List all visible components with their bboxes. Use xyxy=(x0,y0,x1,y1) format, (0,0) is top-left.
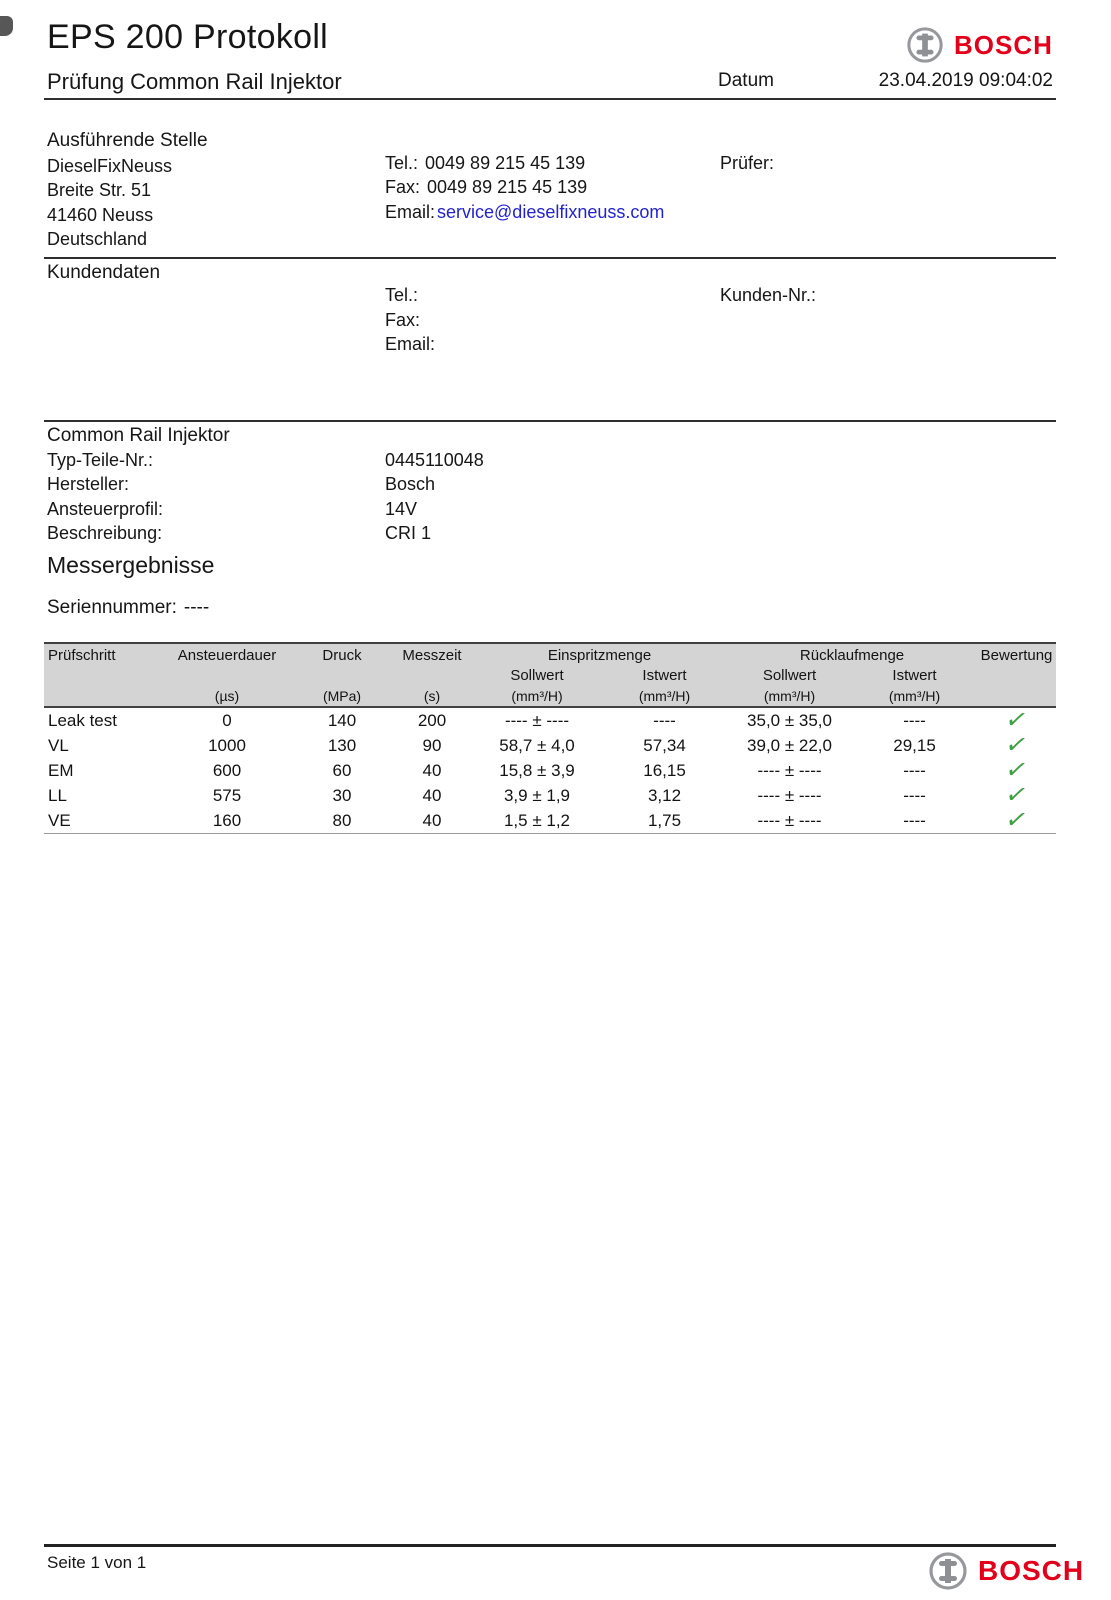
cell-druck: 60 xyxy=(332,760,352,780)
office-tel-row xyxy=(385,153,585,174)
injector-profile-value: 14V xyxy=(385,499,418,519)
customer-fax-label: Fax: xyxy=(385,310,421,330)
cell-step: EM xyxy=(48,760,74,780)
serial-row xyxy=(47,597,209,619)
section-heading-customer: Kundendaten xyxy=(47,262,161,283)
office-country: Deutschland xyxy=(47,229,148,249)
cell-druck: 130 xyxy=(327,735,357,755)
cell-ansteuerdauer: 160 xyxy=(212,810,242,830)
office-email-label: Email: xyxy=(385,202,436,222)
cell-messzeit: 200 xyxy=(417,710,447,730)
page-subtitle: Prüfung Common Rail Injektor xyxy=(47,69,342,94)
unit-ruecklauf-sollwert: (mm³/H) xyxy=(727,684,852,707)
injector-profile-label: Ansteuerprofil: xyxy=(47,499,164,519)
cell-messzeit: 40 xyxy=(422,810,442,830)
cell-step: LL xyxy=(48,785,67,805)
table-row xyxy=(44,707,1056,733)
unit-messzeit: (s) xyxy=(392,684,472,707)
unit-ansteuerdauer: (µs) xyxy=(162,684,292,707)
office-email-row xyxy=(385,202,664,223)
cell-ruecklauf-istwert: ---- xyxy=(903,760,926,780)
table-header-group-row xyxy=(44,643,1056,664)
customer-tel-label: Tel.: xyxy=(385,285,419,305)
header-rule xyxy=(44,98,1056,100)
office-tel-value: 0049 89 215 45 139 xyxy=(425,153,586,173)
cell-einspritz-istwert: 1,75 xyxy=(647,810,682,830)
col-header-ansteuerdauer: Ansteuerdauer xyxy=(162,643,292,664)
injector-section-rule xyxy=(44,420,1056,422)
table-units-row xyxy=(44,684,1056,707)
cell-ruecklauf-sollwert: ---- ± ---- xyxy=(757,760,822,780)
cell-ruecklauf-istwert: ---- xyxy=(903,785,926,805)
results-table xyxy=(44,642,1056,834)
cell-bewertung xyxy=(977,755,1056,785)
cell-druck: 30 xyxy=(332,785,352,805)
cell-bewertung xyxy=(977,780,1056,810)
cell-bewertung xyxy=(977,707,1056,733)
cell-step: Leak test xyxy=(48,710,117,730)
cell-step: VE xyxy=(48,810,71,830)
cell-einspritz-sollwert: 15,8 ± 3,9 xyxy=(499,760,575,780)
customer-email-label: Email: xyxy=(385,334,436,354)
injector-manufacturer-label: Hersteller: xyxy=(47,474,130,494)
col-header-messzeit: Messzeit xyxy=(392,643,472,664)
cell-ruecklauf-istwert: 29,15 xyxy=(893,735,936,755)
cell-einspritz-istwert: 3,12 xyxy=(647,785,682,805)
cell-ruecklauf-istwert: ---- xyxy=(903,810,926,830)
col-subheader-ruecklauf-sollwert: Sollwert xyxy=(762,667,817,684)
table-row xyxy=(44,758,1056,783)
date-value: 23.04.2019 09:04:02 xyxy=(878,70,1053,91)
unit-ruecklauf-istwert: (mm³/H) xyxy=(852,684,977,707)
bosch-armature-icon xyxy=(906,26,944,64)
col-subheader-einspritz-istwert: Istwert xyxy=(642,667,687,684)
bosch-logo-header xyxy=(906,26,1053,64)
customer-number-label: Kunden-Nr.: xyxy=(720,285,817,305)
table-header-sub-row xyxy=(44,664,1056,684)
col-header-einspritzmenge: Einspritzmenge xyxy=(472,643,727,664)
office-city: 41460 Neuss xyxy=(47,205,154,225)
cell-ansteuerdauer: 575 xyxy=(212,785,242,805)
office-street: Breite Str. 51 xyxy=(47,180,152,200)
office-email-link[interactable]: service@dieselfixneuss.com xyxy=(437,202,665,222)
col-header-step: Prüfschritt xyxy=(44,643,162,664)
customer-section-rule xyxy=(44,257,1056,259)
footer-rule xyxy=(44,1544,1056,1547)
cell-einspritz-istwert: 57,34 xyxy=(643,735,686,755)
cell-druck: 140 xyxy=(327,710,357,730)
cell-druck: 80 xyxy=(332,810,352,830)
pruefer-label: Prüfer: xyxy=(720,153,775,173)
col-header-druck: Druck xyxy=(292,643,392,664)
unit-druck: (MPa) xyxy=(292,684,392,707)
cell-messzeit: 90 xyxy=(422,735,442,755)
bosch-wordmark: BOSCH xyxy=(954,29,1053,60)
section-heading-executing-office: Ausführende Stelle xyxy=(47,130,208,151)
cell-ruecklauf-sollwert: 39,0 ± 22,0 xyxy=(747,735,832,755)
cell-ansteuerdauer: 600 xyxy=(212,760,242,780)
check-icon: ✓ xyxy=(1002,755,1031,785)
scan-artifact xyxy=(0,16,13,36)
cell-einspritz-sollwert: 3,9 ± 1,9 xyxy=(503,785,571,805)
office-name: DieselFixNeuss xyxy=(47,156,173,176)
bosch-logo-footer xyxy=(928,1551,1084,1591)
table-row xyxy=(44,733,1056,758)
cell-ruecklauf-sollwert: ---- ± ---- xyxy=(757,810,822,830)
cell-ruecklauf-istwert: ---- xyxy=(903,710,926,730)
cell-einspritz-sollwert: 1,5 ± 1,2 xyxy=(503,810,571,830)
office-tel-label: Tel.: xyxy=(385,153,419,173)
cell-ansteuerdauer: 1000 xyxy=(208,735,246,755)
section-heading-injector: Common Rail Injektor xyxy=(47,425,230,446)
bosch-armature-icon xyxy=(928,1551,968,1591)
injector-part-label: Typ-Teile-Nr.: xyxy=(47,450,154,470)
check-icon: ✓ xyxy=(1002,780,1031,810)
page-title: EPS 200 Protokoll xyxy=(47,18,329,56)
cell-ruecklauf-sollwert: 35,0 ± 35,0 xyxy=(747,710,832,730)
col-subheader-einspritz-sollwert: Sollwert xyxy=(510,667,564,684)
table-row xyxy=(44,783,1056,808)
table-row xyxy=(44,808,1056,834)
col-header-bewertung: Bewertung xyxy=(977,643,1056,664)
office-fax-row xyxy=(385,177,587,198)
cell-einspritz-istwert: 16,15 xyxy=(643,760,686,780)
check-icon: ✓ xyxy=(1002,805,1031,835)
cell-messzeit: 40 xyxy=(422,760,442,780)
serial-value: ---- xyxy=(183,597,210,618)
serial-label: Seriennummer: xyxy=(47,597,177,618)
results-heading: Messergebnisse xyxy=(47,552,215,578)
cell-einspritz-sollwert: ---- ± ---- xyxy=(504,710,570,730)
cell-bewertung xyxy=(977,805,1056,835)
cell-bewertung xyxy=(977,730,1056,760)
unit-einspritz-sollwert: (mm³/H) xyxy=(472,684,602,707)
injector-manufacturer-value: Bosch xyxy=(385,474,436,494)
office-fax-label: Fax: xyxy=(385,177,421,197)
bosch-wordmark: BOSCH xyxy=(978,1555,1085,1586)
injector-description-label: Beschreibung: xyxy=(47,523,163,543)
cell-ruecklauf-sollwert: ---- ± ---- xyxy=(757,785,822,805)
date-label: Datum xyxy=(718,70,774,91)
col-subheader-ruecklauf-istwert: Istwert xyxy=(892,667,937,684)
cell-einspritz-istwert: ---- xyxy=(653,710,676,730)
cell-messzeit: 40 xyxy=(422,785,442,805)
check-icon: ✓ xyxy=(1002,730,1031,760)
footer-page-label: Seite 1 von 1 xyxy=(47,1553,147,1572)
cell-einspritz-sollwert: 58,7 ± 4,0 xyxy=(499,735,575,755)
unit-einspritz-istwert: (mm³/H) xyxy=(602,684,727,707)
office-fax-value: 0049 89 215 45 139 xyxy=(427,177,588,197)
cell-ansteuerdauer: 0 xyxy=(222,710,232,730)
cell-step: VL xyxy=(48,735,69,755)
injector-description-value: CRI 1 xyxy=(385,523,432,543)
injector-part-value: 0445110048 xyxy=(385,450,484,470)
check-icon: ✓ xyxy=(1002,705,1031,735)
col-header-ruecklaufmenge: Rücklaufmenge xyxy=(727,643,977,664)
